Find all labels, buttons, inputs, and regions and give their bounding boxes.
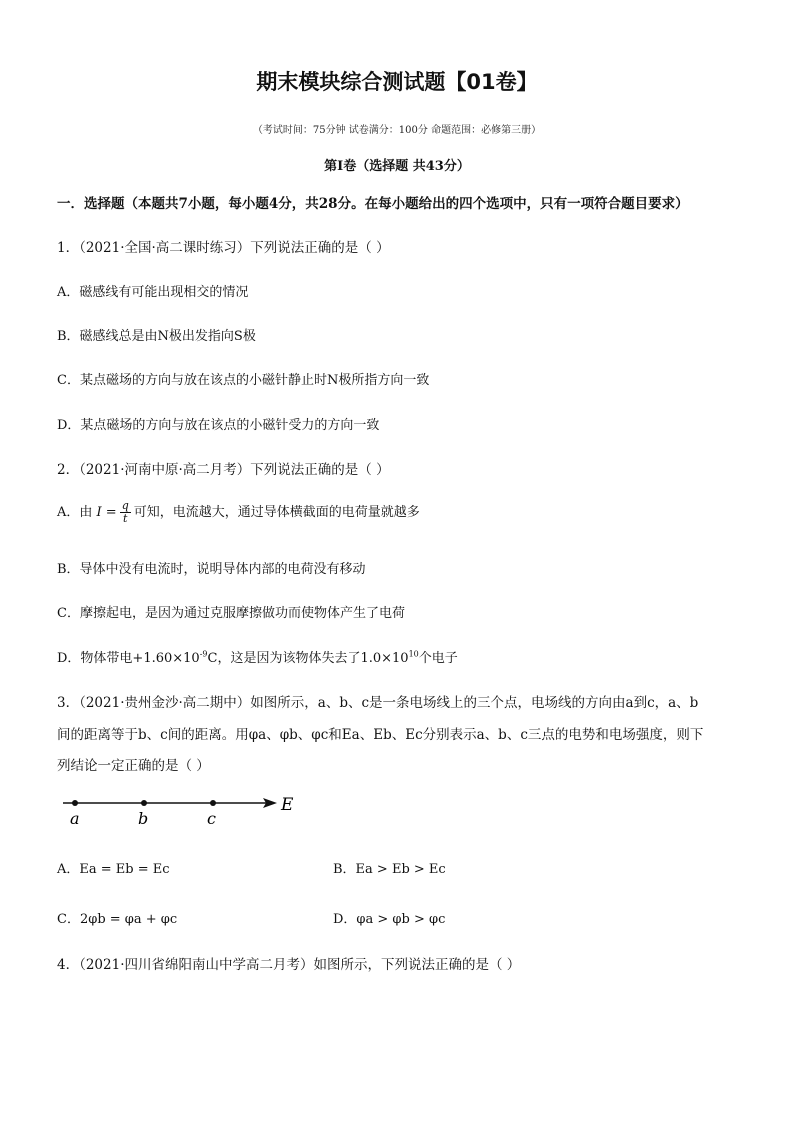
point-a xyxy=(72,800,78,806)
formula-lhs: I = xyxy=(96,505,117,520)
q2-option-b: B．导体中没有电流时，说明导体内部的电荷没有移动 xyxy=(57,562,366,577)
q3-stem-line-3: 列结论一定正确的是（ ） xyxy=(57,758,210,774)
q1-option-d: D．某点磁场的方向与放在该点的小磁针受力的方向一致 xyxy=(57,418,380,433)
label-a: a xyxy=(70,809,80,828)
q2-option-a xyxy=(57,500,420,525)
q3-option-b: B．Ea > Eb > Ec xyxy=(333,862,446,877)
q2-option-d xyxy=(57,647,458,666)
page-title: 期末模块综合测试题【01卷】 xyxy=(256,70,538,94)
q2-option-a-suffix: 可知，电流越大，通过导体横截面的电荷量就越多 xyxy=(133,505,420,520)
q2-option-c: C．摩擦起电，是因为通过克服摩擦做功而使物体产生了电荷 xyxy=(57,606,405,621)
field-line-figure xyxy=(55,790,305,830)
q1-option-a: A．磁感线有可能出现相交的情况 xyxy=(57,285,249,300)
point-c xyxy=(210,800,216,806)
exponent-2: 10 xyxy=(408,649,419,659)
q1-stem: 1．（2021·全国·高二课时练习）下列说法正确的是（ ） xyxy=(57,240,390,256)
section-title: 第Ⅰ卷（选择题 共43分） xyxy=(324,159,470,174)
formula-denominator: t xyxy=(123,512,128,525)
q1-option-c: C．某点磁场的方向与放在该点的小磁针静止时N极所指方向一致 xyxy=(57,373,430,388)
q1-option-b: B．磁感线总是由N极出发指向S极 xyxy=(57,329,256,344)
exponent-1: -9 xyxy=(199,649,208,659)
exam-info: （考试时间：75分钟 试卷满分：100分 命题范围：必修第三册） xyxy=(252,125,542,136)
label-c: c xyxy=(207,809,216,828)
point-b xyxy=(141,800,147,806)
q3-stem-line-1: 3．（2021·贵州金沙·高二期中）如图所示，a、b、c是一条电场线上的三个点，电场线的方向由a到c，a、b xyxy=(57,695,699,711)
q2-option-d-prefix: D．物体带电+1.60×10 xyxy=(57,651,200,666)
section-instructions: 一．选择题（本题共7小题，每小题4分，共28分。在每小题给出的四个选项中，只有一项符合题目要求） xyxy=(57,196,689,212)
q3-stem-line-2: 间的距离等于b、c间的距离。用φa、φb、φc和Ea、Eb、Ec分别表示a、b、c三点的电势和电场强度，则下 xyxy=(57,727,704,743)
q2-stem: 2．（2021·河南中原·高二月考）下列说法正确的是（ ） xyxy=(57,462,390,478)
formula-fraction xyxy=(120,500,131,525)
q3-option-d: D．φa > φb > φc xyxy=(333,912,446,927)
label-e: E xyxy=(281,795,294,815)
formula-numerator: q xyxy=(121,499,129,512)
label-b: b xyxy=(138,809,149,828)
q3-option-c: C．2φb = φa + φc xyxy=(57,912,178,927)
q3-option-a: A．Ea = Eb = Ec xyxy=(57,862,170,877)
q2-option-a-prefix: A．由 xyxy=(57,505,93,520)
q4-stem: 4．（2021·四川省绵阳南山中学高二月考）如图所示，下列说法正确的是（ ） xyxy=(57,957,521,973)
q2-option-d-suffix: 个电子 xyxy=(418,651,458,666)
q2-option-d-mid: C，这是因为该物体失去了1.0×10 xyxy=(207,651,409,666)
